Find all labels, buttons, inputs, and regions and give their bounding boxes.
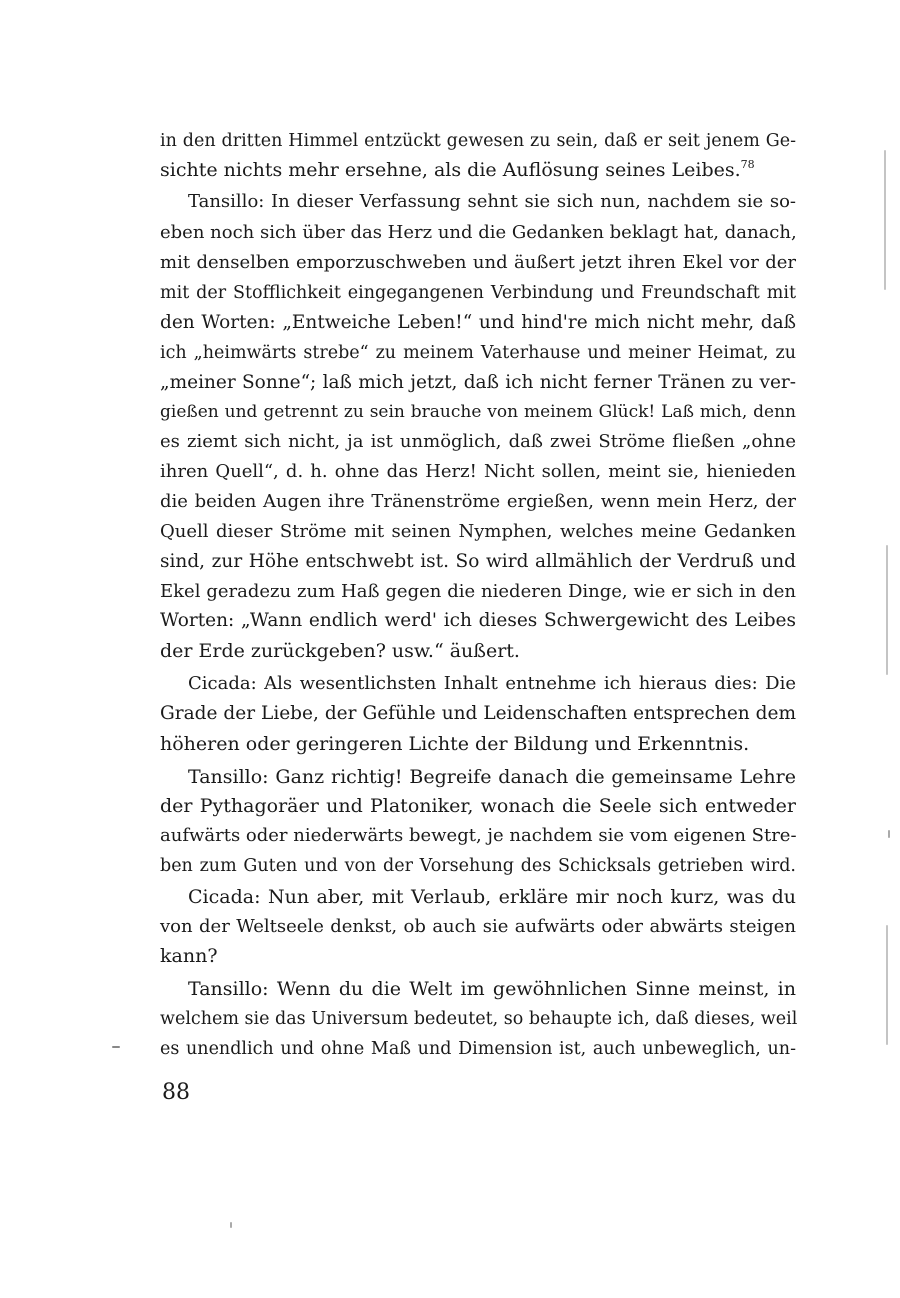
text-line: Quell dieser Ströme mit seinen Nymphen, welches meine Gedanken — [160, 521, 796, 542]
edge-mark — [888, 830, 890, 838]
text-line: sichte nichts mehr ersehne, als die Auflösung seines Leibes.$^{78}$ — [160, 158, 755, 181]
text-line: Cicada: Als wesentlichsten Inhalt entnehme ich hieraus dies: Die — [188, 673, 796, 694]
text-line: höheren oder geringeren Lichte der Bildung und Erkenntnis. — [160, 733, 750, 755]
text-line: ihren Quell“, d. h. ohne das Herz! Nicht sollen, meint sie, hienieden — [160, 461, 796, 482]
text-line: sind, zur Höhe entschwebt ist. So wird allmählich der Verdruß und — [160, 551, 796, 572]
text-line: ben zum Guten und von der Vorsehung des Schicksals getrieben wird. — [160, 856, 796, 876]
edge-mark — [112, 1046, 120, 1048]
text-line: Tansillo: Ganz richtig! Begreife danach die gemeinsame Lehre — [188, 766, 796, 788]
text-line: gießen und getrennt zu sein brauche von meinem Glück! Laß mich, denn — [160, 402, 796, 422]
text-line: aufwärts oder niederwärts bewegt, je nachdem sie vom eigenen Stre- — [160, 825, 797, 846]
text-line: in den dritten Himmel entzückt gewesen zu sein, daß er seit jenem Ge- — [160, 131, 796, 151]
text-line: Worten: „Wann endlich werd' ich dieses Schwergewicht des Leibes — [160, 610, 796, 631]
edge-mark — [886, 545, 888, 675]
text-line: Ekel geradezu zum Haß gegen die niederen Dinge, wie er sich in den — [160, 581, 796, 602]
text-line: den Worten: „Entweiche Leben!“ und hind're mich nicht mehr, daß — [160, 312, 796, 333]
text-line: von der Weltseele denkst, ob auch sie aufwärts oder abwärts steigen — [160, 916, 796, 937]
text-line: es ziemt sich nicht, ja ist unmöglich, daß zwei Ströme fließen „ohne — [160, 431, 796, 452]
text-line: es unendlich und ohne Maß und Dimension ist, auch unbeweglich, un- — [160, 1039, 796, 1059]
text-line: mit denselben emporzuschweben und äußert jetzt ihren Ekel vor der — [160, 252, 796, 273]
text-line: der Erde zurückgeben? usw.“ äußert. — [160, 640, 520, 662]
text-line: mit der Stofflichkeit eingegangenen Verbindung und Freundschaft mit — [160, 283, 796, 303]
text-line: welchem sie das Universum bedeutet, so behaupte ich, daß dieses, weil — [160, 1009, 798, 1029]
text-line: Tansillo: Wenn du die Welt im gewöhnlichen Sinne meinst, in — [188, 978, 796, 1000]
text-line: die beiden Augen ihre Tränenströme ergießen, wenn mein Herz, der — [160, 491, 796, 512]
edge-mark — [884, 150, 886, 290]
edge-mark — [230, 1222, 232, 1228]
text-line: der Pythagoräer und Platoniker, wonach die Seele sich entweder — [160, 795, 796, 817]
text-line: Tansillo: In dieser Verfassung sehnt sie sich nun, nachdem sie so- — [188, 191, 796, 212]
page-number: 88 — [162, 1080, 190, 1105]
text-line: Cicada: Nun aber, mit Verlaub, erkläre mir noch kurz, was du — [188, 886, 796, 908]
text-line: „meiner Sonne“; laß mich jetzt, daß ich nicht ferner Tränen zu ver- — [160, 372, 796, 393]
text-line: eben noch sich über das Herz und die Gedanken beklagt hat, danach, — [160, 222, 797, 243]
text-line: kann? — [160, 945, 218, 967]
text-line: ich „heimwärts strebe“ zu meinem Vaterhause und meiner Heimat, zu — [160, 343, 796, 363]
footnote-marker: 78 — [740, 158, 755, 171]
text-line: Grade der Liebe, der Gefühle und Leidenschaften entsprechen dem — [160, 703, 796, 724]
edge-mark — [886, 925, 888, 1045]
